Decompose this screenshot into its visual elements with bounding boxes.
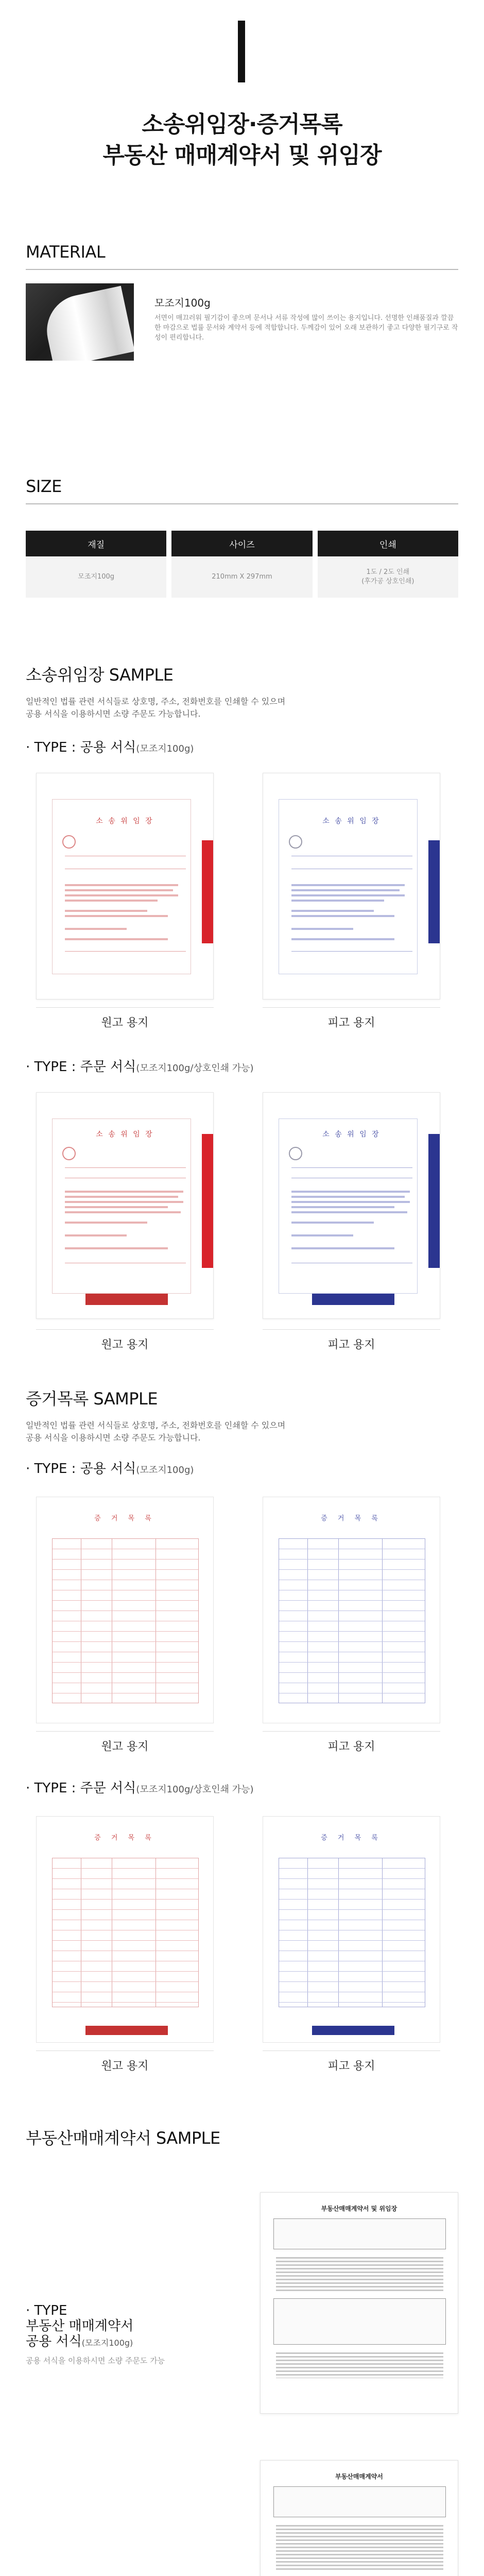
page-header: [0, 0, 484, 206]
s1-t1-blue-doc: 소 송 위 임 장: [263, 773, 440, 999]
s1-intro: 일반적인 법률 관련 서식들로 상호명, 주소, 전화번호를 인쇄할 수 있으며 공용 서식을 이용하시면 소량 주문도 가능합니다.: [26, 697, 286, 719]
size-header-material: 재질: [26, 531, 166, 556]
s1-t2-blue-doc: 소 송 위 임 장: [263, 1092, 440, 1319]
material-divider: [26, 269, 458, 270]
s2-t1-red-caption: 원고 용지: [101, 1740, 149, 1753]
size-header-print: 인쇄: [318, 531, 458, 556]
material-description: 서면이 매끄러워 필기감이 좋으며 문서나 서류 작성에 많이 쓰이는 용지입니다. 선명한 인쇄품질과 깔끔한 마감으로 법률 문서와 계약서 등에 적합합니다. 두께감이 있어 오래 보관하기 좋고 다양한 필기구로 작성이 편리합니다.: [154, 314, 458, 342]
size-cell-size: 210mm X 297mm: [171, 556, 312, 598]
size-cell-print: 1도 / 2도 인쇄 (후가공 상호인쇄): [318, 556, 458, 598]
s3-heading: 부동산매매계약서 SAMPLE: [26, 2128, 220, 2148]
blue-side-bar: [428, 840, 440, 943]
s1-heading: 소송위임장 SAMPLE: [26, 665, 174, 685]
s2-t2-blue-doc: 증 거 목 록: [263, 1816, 440, 2043]
size-table: [26, 531, 458, 598]
material-photo: [26, 283, 134, 361]
s1-t2-red-caption: 원고 용지: [101, 1338, 149, 1351]
s2-type1-label: · TYPE : 공용 서식(모조지100g): [26, 1461, 194, 1477]
s1-type1-label: · TYPE : 공용 서식(모조지100g): [26, 740, 194, 755]
s2-t2-blue-caption: 피고 용지: [327, 2060, 375, 2073]
size-heading: SIZE: [26, 477, 62, 496]
s1-type2-label: · TYPE : 주문 서식(모조지100g/상호인쇄 가능): [26, 1059, 254, 1075]
s3-doc-2: 부동산매매계약서: [260, 2460, 458, 2576]
s3-doc-1: 부동산매매계약서 및 위임장: [260, 2192, 458, 2414]
s2-t1-red-doc: 증 거 목 록: [36, 1497, 214, 1723]
paper-roll-icon: [40, 286, 134, 361]
s2-t2-red-doc: 증 거 목 록: [36, 1816, 214, 2043]
s3-block-1: · TYPE 부동산 매매계약서 공용 서식(모조지100g) 공용 서식을 이용하시면 소량 주문도 가능: [26, 2303, 165, 2365]
size-cell-material: 모조지100g: [26, 556, 166, 598]
s1-t1-red-caption: 원고 용지: [101, 1016, 149, 1029]
s2-intro: 일반적인 법률 관련 서식들로 상호명, 주소, 전화번호를 인쇄할 수 있으며 공용 서식을 이용하시면 소량 주문도 가능합니다.: [26, 1420, 286, 1443]
s1-t1-blue-caption: 피고 용지: [327, 1016, 375, 1029]
s1-t1-red-doc: 소 송 위 임 장: [36, 773, 214, 999]
s2-heading: 증거목록 SAMPLE: [26, 1389, 158, 1409]
header-accent-bar: [238, 21, 245, 82]
page-title-line1: 소송위임장·증거목록: [142, 111, 342, 138]
s2-t1-blue-doc: 증 거 목 록: [263, 1497, 440, 1723]
material-heading: MATERIAL: [26, 242, 106, 262]
s2-t1-blue-caption: 피고 용지: [327, 1740, 375, 1753]
red-side-bar: [202, 840, 213, 943]
s1-t2-blue-caption: 피고 용지: [327, 1338, 375, 1351]
material-paper-name: 모조지100g: [154, 297, 211, 309]
size-divider: [26, 503, 458, 504]
s2-type2-label: · TYPE : 주문 서식(모조지100g/상호인쇄 가능): [26, 1781, 254, 1796]
page-title-line2: 부동산 매매계약서 및 위임장: [102, 142, 382, 168]
s1-t2-red-doc: 소 송 위 임 장: [36, 1092, 214, 1319]
s2-t2-red-caption: 원고 용지: [101, 2060, 149, 2073]
size-header-size: 사이즈: [171, 531, 312, 556]
